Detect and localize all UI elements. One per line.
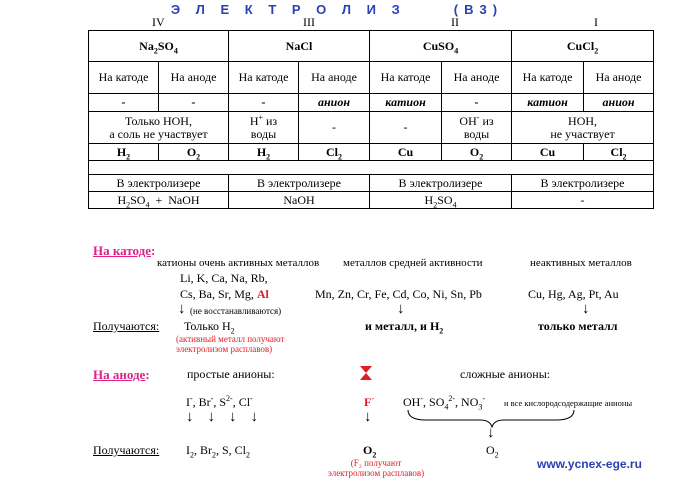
inactive-metals-list: Cu, Hg, Ag, Pt, Au: [528, 287, 619, 301]
product-cell: $H_2$: [89, 144, 159, 161]
product-cell: $O_2$: [159, 144, 229, 161]
down-arrow-icon: ↓: [364, 409, 372, 425]
anode-header: На аноде: [299, 62, 370, 94]
cathode-product-only-h2: Только $H_2$: [184, 319, 235, 336]
cathode-header: На катоде: [89, 62, 159, 94]
explanation-nacl-anode: -: [299, 112, 370, 144]
hourglass-icon: [360, 366, 372, 380]
ion-sign: анион: [584, 94, 654, 112]
cathode-heading: На катоде:: [93, 243, 156, 258]
solution-cuso4: $H_2SO_4$: [370, 192, 512, 209]
in-electrolyzer-label: В электролизере: [370, 175, 512, 192]
cathode-header: На катоде: [229, 62, 299, 94]
down-arrow-icon: ↓: [487, 425, 495, 441]
ion-sign: -: [159, 94, 229, 112]
fluorine-melt-note: (F₂ получают электролизом расплавов): [328, 458, 425, 478]
cathode-header: На катоде: [370, 62, 442, 94]
column-number-iv: IV: [152, 15, 165, 29]
category-medium-metals: металлов средней активности: [343, 257, 483, 269]
salt-cucl2: CuCl$_2$: [512, 31, 654, 62]
explanation-na2so4: Только НОН, а соль не участвует: [89, 112, 229, 144]
cathode-product-only-metal: только металл: [538, 319, 618, 333]
ion-sign: -: [229, 94, 299, 112]
category-inactive-metals: неактивных металлов: [530, 257, 632, 269]
not-restored-note: (не восстанавливаются): [190, 306, 282, 316]
simple-anions-label: простые анионы:: [187, 367, 275, 381]
website-link[interactable]: www.ycnex-ege.ru: [537, 457, 642, 471]
solution-nacl: NaOH: [229, 192, 370, 209]
ion-sign: катион: [512, 94, 584, 112]
explanation-cucl2: НОН, не участвует: [512, 112, 654, 144]
product-cell: $O_2$: [442, 144, 512, 161]
anode-header: На аноде: [584, 62, 654, 94]
anode-obtained-label: Получаются:: [93, 443, 160, 457]
explanation-nacl-cathode: H+ из воды: [229, 112, 299, 144]
ion-sign: катион: [370, 94, 442, 112]
down-arrow-icon: ↓: [582, 301, 590, 317]
product-cell: Cu: [512, 144, 584, 161]
simple-anions-list: I-, Br-, $S^{2-}$, Cl-: [186, 394, 253, 409]
cathode-product-metal-and-h2: и металл, и $H_2$: [365, 319, 444, 336]
down-arrow-icon: ↓: [397, 301, 405, 317]
anode-products-halogens: $I_2$, $Br_2$, S, $Cl_2$: [186, 443, 251, 460]
product-cell: $Cl_2$: [299, 144, 370, 161]
cathode-header: На катоде: [512, 62, 584, 94]
category-active-metals: катионы очень активных металлов: [157, 257, 320, 269]
salt-cuso4: CuSO$_4$: [370, 31, 512, 62]
product-cell: Cu: [370, 144, 442, 161]
page-title: Э Л Е К Т Р О Л И З (В3): [170, 2, 504, 17]
product-cell: $H_2$: [229, 144, 299, 161]
down-arrows: ↓↓↓↓: [186, 409, 272, 425]
anode-product-o2: $O_2$: [363, 443, 377, 460]
medium-metals-list: Mn, Zn, Cr, Fe, Cd, Co, Ni, Sn, Pb: [315, 287, 482, 301]
in-electrolyzer-label: В электролизере: [89, 175, 229, 192]
product-cell: $Cl_2$: [584, 144, 654, 161]
blank-row: [89, 161, 654, 175]
explanation-cuso4-anode: OH- из воды: [442, 112, 512, 144]
ion-sign: -: [89, 94, 159, 112]
column-number-ii: II: [451, 15, 459, 29]
anode-header: На аноде: [442, 62, 512, 94]
down-arrow-icon: ↓: [178, 301, 186, 317]
fluoride-ion: F-: [364, 394, 375, 409]
complex-anions-list: OH-, $SO_4^{2-}$, $NO_3^-$: [403, 394, 486, 412]
cathode-obtained-label: Получаются:: [93, 319, 160, 333]
active-metals-line-2: Cs, Ba, Sr, Mg, Al: [180, 287, 269, 301]
explanation-cuso4-cathode: -: [370, 112, 442, 144]
solution-na2so4: $H_2SO_4$ + NaOH: [89, 192, 229, 209]
column-number-iii: III: [303, 15, 315, 29]
active-metal-melt-note: (активный металл получают электролизом расплавов): [176, 334, 285, 354]
in-electrolyzer-label: В электролизере: [229, 175, 370, 192]
ion-sign: анион: [299, 94, 370, 112]
complex-anions-label: сложные анионы:: [460, 367, 551, 381]
electrolysis-table: [88, 30, 654, 209]
salt-na2so4: $Na_2SO_4$: [89, 31, 229, 62]
solution-cucl2: -: [512, 192, 654, 209]
active-metals-line-1: Li, K, Ca, Na, Rb,: [180, 271, 268, 285]
ion-sign: -: [442, 94, 512, 112]
other-oxygen-anions-note: и все кислородсодержащие анионы: [504, 398, 633, 408]
salt-nacl: NaCl: [229, 31, 370, 62]
in-electrolyzer-label: В электролизере: [512, 175, 654, 192]
anode-header: На аноде: [159, 62, 229, 94]
anode-product-o2-complex: $O_2$: [486, 443, 499, 460]
aluminum-label: Al: [256, 287, 269, 301]
anode-heading: На аноде:: [93, 367, 150, 382]
column-number-i: I: [594, 15, 598, 29]
